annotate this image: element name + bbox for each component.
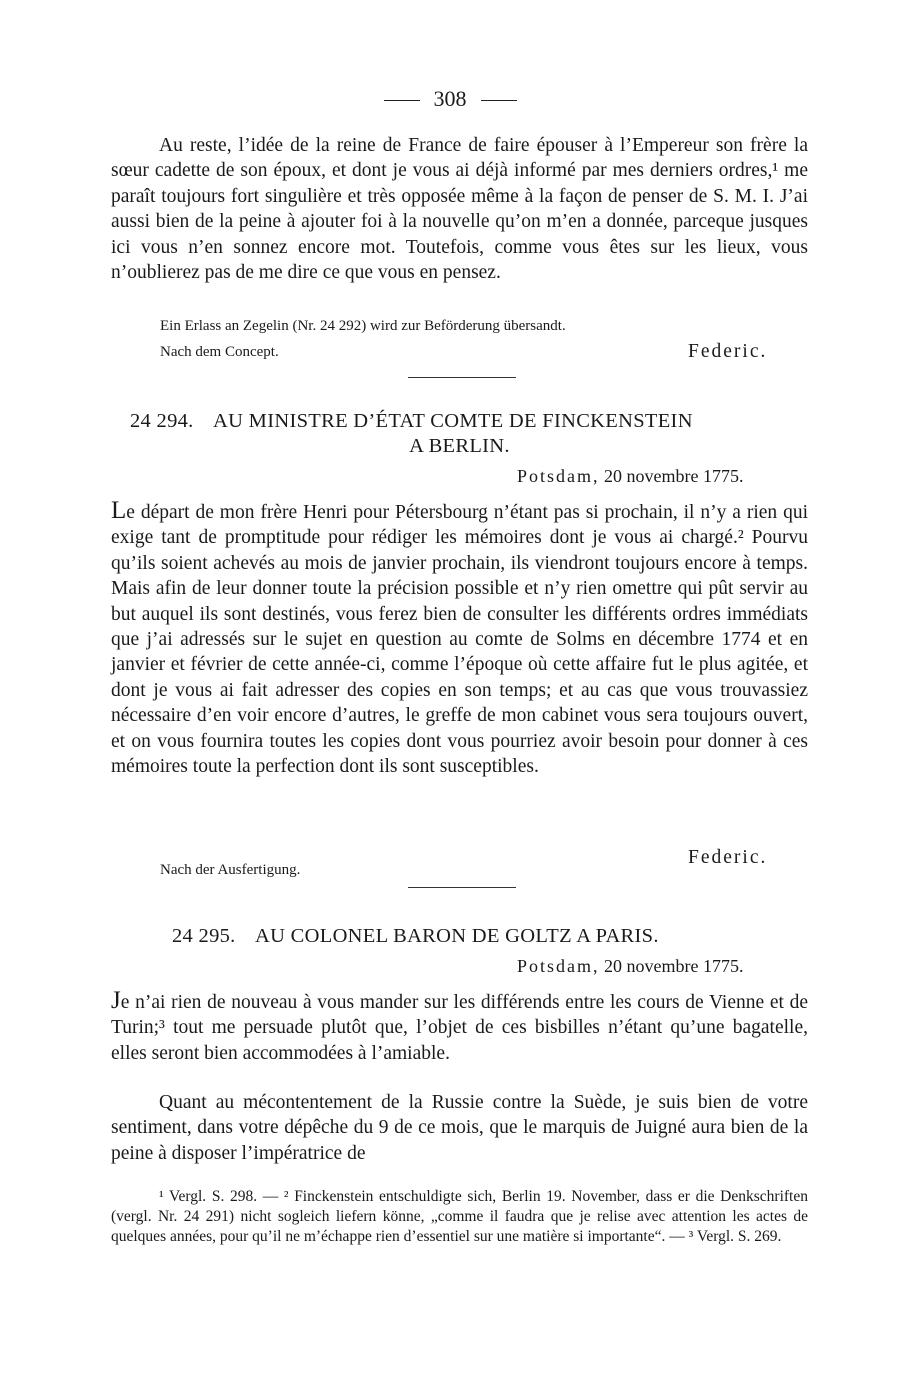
letter-body-paragraph <box>111 498 808 779</box>
signature: Federic. <box>688 847 768 868</box>
header-rule-left <box>384 100 420 101</box>
footnotes: ¹ Vergl. S. 298. — ² Finckenstein entschuldigte sich, Berlin 19. November, dass er die Denkschriften (vergl. Nr. 24 291) nicht sogleich liefern könne, „comme il faudra que je relise avec attention les actes de quelques années, pour qu’il ne m’échappe rien d’essentiel sur une matière si importante“. — ³ Vergl. S. 269. <box>111 1188 808 1245</box>
letter-number: 24 295. <box>172 925 236 947</box>
source-note: Nach dem Concept. <box>160 344 279 360</box>
letter-body-paragraph: Quant au mécontentement de la Russie contre la Suède, je suis bien de votre sentiment, dans votre dépêche du 9 de ce mois, que le marquis de Juigné aura bien de la peine à disposer l’impératrice de <box>111 1092 808 1164</box>
header-rule-right <box>481 100 517 101</box>
dateline-date: 20 novembre 1775. <box>604 466 744 486</box>
drop-cap: J <box>111 987 121 1014</box>
letter-continuation-paragraph: Au reste, l’idée de la reine de France de faire épouser à l’Empereur son frère la sœur cadette de son époux, et dont je vous ai déjà informé par mes derniers ordres,¹ me paraît toujours fort singulière et très opposée même à la façon de penser de S. M. I. J’ai aussi bien de la peine à ajouter foi à la nouvelle qu’on m’en a donnée, parceque jusques ici vous n’en sonnez encore mot. Toutefois, comme vous êtes sur les lieux, vous n’oublierez pas de me dire ce que vous en pensez. <box>111 135 808 284</box>
dateline-place: Potsdam, <box>517 466 600 486</box>
page-header <box>0 86 900 112</box>
letter-dateline <box>517 956 744 977</box>
separator-rule <box>408 887 516 888</box>
dateline-date: 20 novembre 1775. <box>604 956 744 976</box>
letter-body-paragraph <box>111 988 808 1066</box>
letter-dateline <box>517 466 744 487</box>
signature: Federic. <box>688 341 768 362</box>
letter-body-text: e départ de mon frère Henri pour Pétersbourg n’étant pas si prochain, il n’y a rien qui exige tant de promptitude pour rédiger les mémoires dont je vous ai chargé.² Pourvu qu’ils soient achevés au mois de janvier prochain, ils viendront toujours encore à temps. Mais afin de leur donner toute la précision possible et n’y rien omettre qui pût servir au but auquel ils sont destinés, vous ferez bien de consulter les différents ordres immédiats que j’ai adressés sur le sujet en question au comte de Solms en décembre 1774 et en janvier et février de cette année-ci, comme l’époque où cette affaire fut le plus agitée, et dont je vous ai fait adresser des copies en son temps; et au cas que vous trouvassiez nécessaire d’en voir encore d’autres, le greffe de mon cabinet vous sera toujours ouvert, et on vous fournira toutes les copies dont vous pourriez avoir besoin pour donner à ces mémoires toute la perfection dont ils sont susceptibles. <box>111 502 808 778</box>
page-number: 308 <box>433 86 467 111</box>
letter-body-text: e n’ai rien de nouveau à vous mander sur les différends entre les cours de Vienne et de Turin;³ tout me persuade plutôt que, l’objet de ces bisbilles n’étant qu’une bagatelle, elles seront bien accommodées à l’amiable. <box>111 992 808 1064</box>
letter-heading <box>172 925 659 948</box>
letter-recipient: AU MINISTRE D’ÉTAT COMTE DE FINCKENSTEIN <box>213 410 693 432</box>
letter-heading <box>130 410 693 433</box>
drop-cap: L <box>111 497 127 524</box>
separator-rule <box>408 377 516 378</box>
letter-number: 24 294. <box>130 410 194 432</box>
dateline-place: Potsdam, <box>517 956 600 976</box>
source-note: Nach der Ausfertigung. <box>160 862 301 878</box>
letter-recipient-place: A BERLIN. <box>409 435 510 457</box>
editorial-note: Ein Erlass an Zegelin (Nr. 24 292) wird zur Beförderung übersandt. <box>160 318 566 334</box>
letter-recipient: AU COLONEL BARON DE GOLTZ A PARIS. <box>255 925 659 947</box>
